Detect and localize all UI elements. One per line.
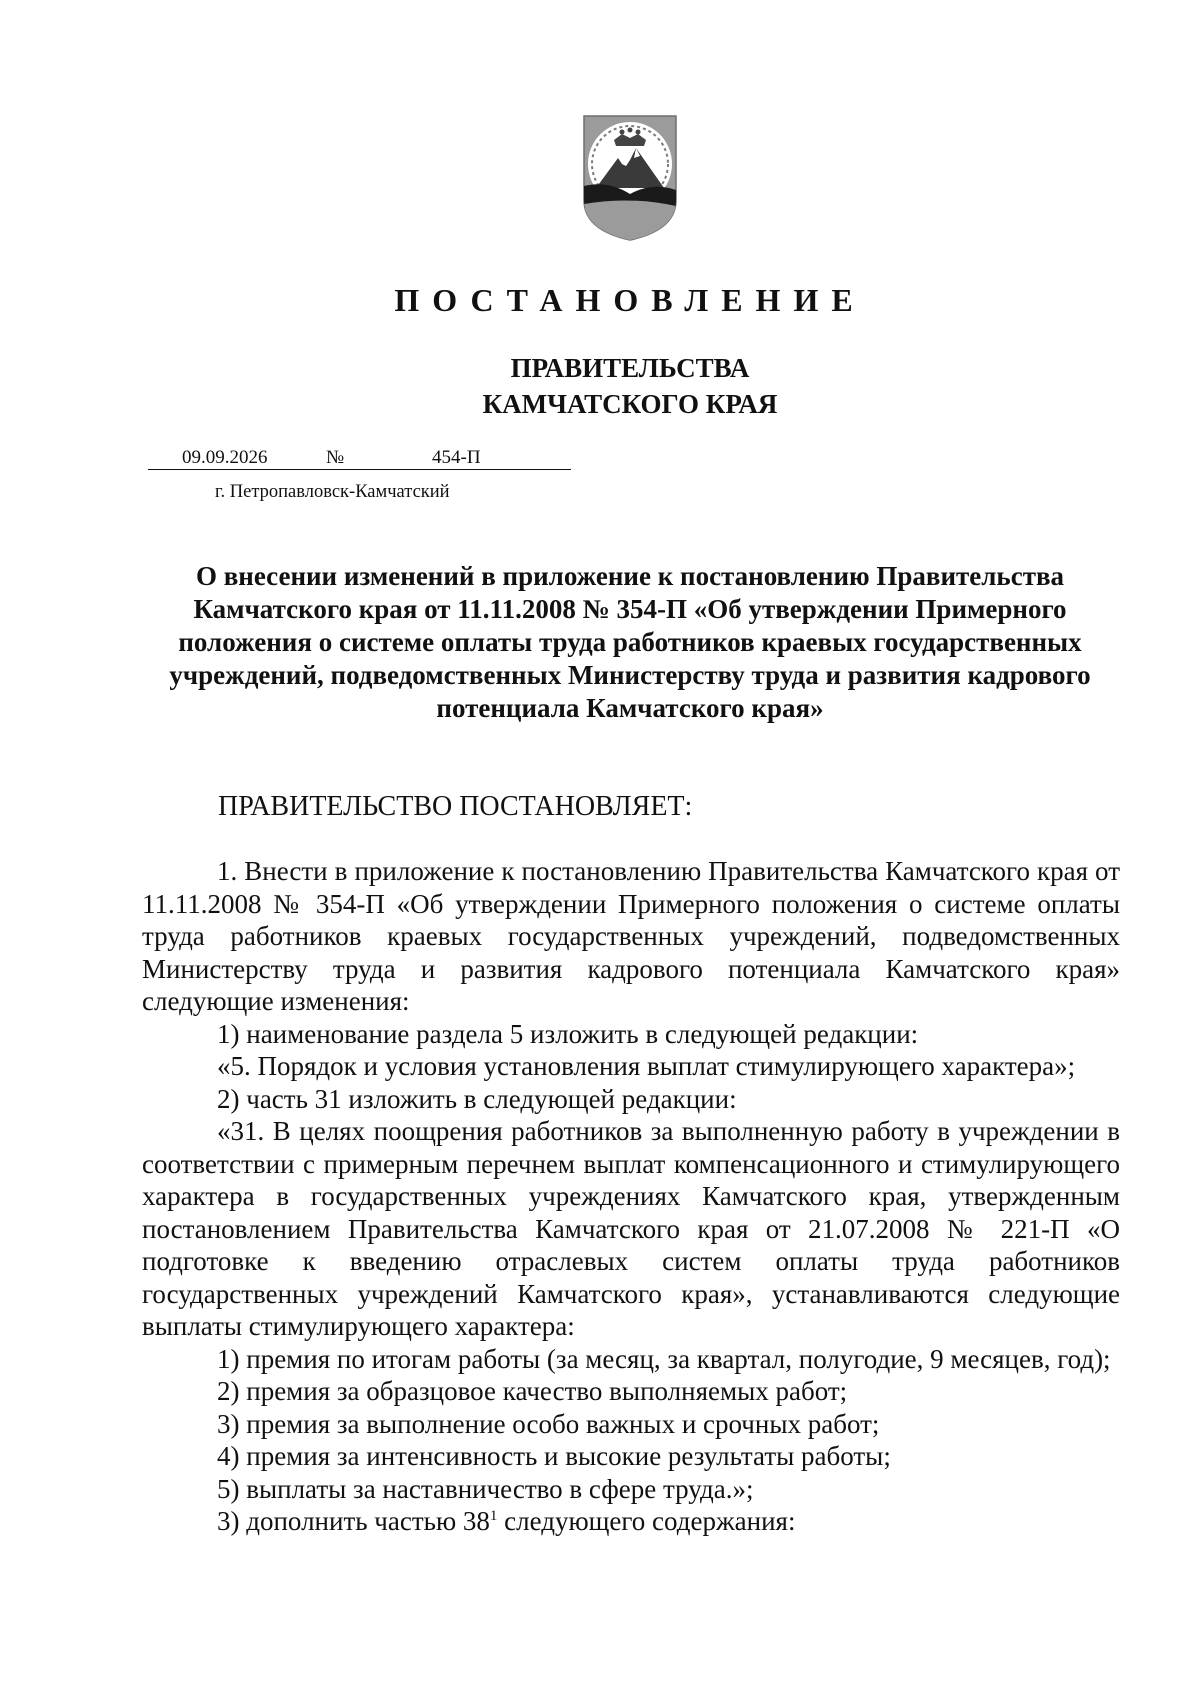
paragraph-11 (142, 1505, 1120, 1538)
paragraph-3: «5. Порядок и условия установления выплат стимулирующего характера»; (217, 1051, 1076, 1081)
paragraph-1: 1. Внести в приложение к постановлению Правительства Камчатского края от 11.11.2008 № 354-П «Об утверждении Примерного положения о системе оплаты труда работников краевых государственных учреждений, подведомственных Министерству труда и развития кадрового потенциала Камчатского края» следующие изменения: (142, 856, 1120, 1016)
coat-of-arms-emblem (578, 108, 682, 244)
paragraph-10: 5) выплаты за наставничество в сфере труда.»; (217, 1473, 754, 1504)
authority-line-2: КАМЧАТСКОГО КРАЯ (482, 389, 778, 419)
paragraph-5: «31. В целях поощрения работников за выполненную работу в учреждении в соответствии с примерным перечнем выплат компенсационного и стимулирующего характера в государственных учреждениях Камчатского края, утвержденным постановлением Правительства Камчатского края от 21.07.2008 № 221-П «О подготовке к введению отраслевых систем оплаты труда работников государственных учреждений Камчатского края», устанавливаются следующие выплаты стимулирующего характера: (142, 1116, 1120, 1341)
decree-statement: ПРАВИТЕЛЬСТВО ПОСТАНОВЛЯЕТ: (218, 791, 693, 822)
document-title: О внесении изменений в приложение к постановлению Правительства Камчатского края от 11.11.2008 № 354-П «Об утверждении Примерного положения о системе оплаты труда работников краевых государственных учреждений, подведомственных Министерству труда и развития кадрового потенциала Камчатского края» (169, 561, 1091, 723)
number-sign: № (326, 447, 345, 468)
place-of-issue: г. Петропавловск-Камчатский (215, 482, 450, 502)
paragraph-2: 1) наименование раздела 5 изложить в следующей редакции: (217, 1018, 919, 1049)
document-number: 454-П (432, 447, 481, 468)
issuing-authority (0, 350, 1200, 422)
paragraph-4: 2) часть 31 изложить в следующей редакции: (217, 1083, 737, 1114)
paragraph-6: 1) премия по итогам работы (за месяц, за квартал, полугодие, 9 месяцев, год); (217, 1343, 1111, 1374)
authority-line-1: ПРАВИТЕЛЬСТВА (510, 353, 750, 383)
document-type-heading: ПОСТАНОВЛЕНИЕ (394, 282, 866, 318)
document-body (142, 855, 1120, 1538)
paragraph-11-text: 3) дополнить частью 38 (217, 1506, 490, 1536)
registration-line (148, 447, 571, 470)
paragraph-8: 3) премия за выполнение особо важных и срочных работ; (217, 1408, 880, 1439)
paragraph-11-text-end: следующего содержания: (497, 1506, 796, 1536)
paragraph-11-superscript: 1 (489, 1508, 498, 1524)
document-date: 09.09.2026 (182, 447, 268, 468)
paragraph-9: 4) премия за интенсивность и высокие результаты работы; (217, 1441, 891, 1471)
paragraph-7: 2) премия за образцовое качество выполняемых работ; (217, 1376, 848, 1406)
